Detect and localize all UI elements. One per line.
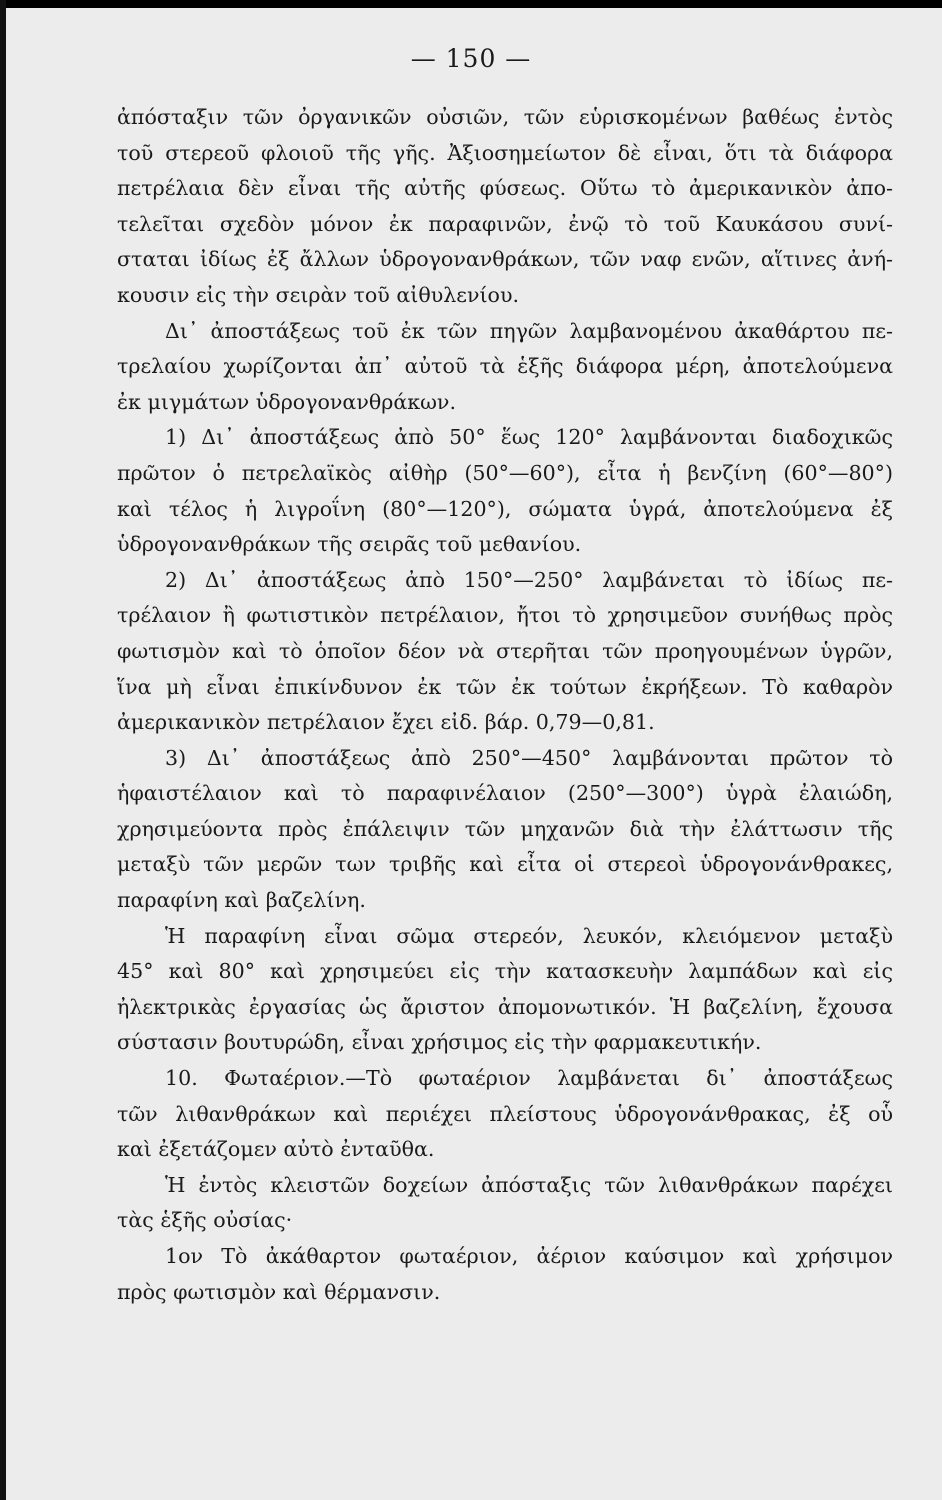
text-line: ἐκ μιγμάτων ὑδρογονανθράκων. bbox=[117, 389, 456, 414]
text-line: καὶ ἐξετάζομεν αὐτὸ ἐνταῦθα. bbox=[117, 1137, 435, 1162]
text-line: τῶν λιθανθράκων καὶ περιέχει πλείστους ὑδρογονάνθρακας, ἐξ οὗ bbox=[117, 1101, 893, 1126]
text-line: 45° καὶ 80° καὶ χρησιμεύει εἰς τὴν κατασκευὴν λαμπάδων καὶ εἰς bbox=[117, 959, 893, 984]
text-line: κουσιν εἰς τὴν σειρὰν τοῦ αἰθυλενίου. bbox=[117, 282, 520, 307]
text-line: Ἡ ἐντὸς κλειστῶν δοχείων ἀπόσταξις τῶν λιθανθράκων παρέχει bbox=[165, 1172, 893, 1197]
text-line: πρῶτον ὁ πετρελαϊκὸς αἰθὴρ (50°—60°), εἶτα ἡ βενζίνη (60°—80°) bbox=[117, 460, 893, 485]
text-line: τοῦ στερεοῦ φλοιοῦ τῆς γῆς. Ἀξιοσημείωτον δὲ εἶναι, ὅτι τὰ διάφορα bbox=[117, 140, 893, 165]
text-line: ἀμερικανικὸν πετρέλαιον ἔχει εἰδ. βάρ. 0,79—0,81. bbox=[117, 710, 655, 735]
text-line: Ἡ παραφίνη εἶναι σῶμα στερεόν, λευκόν, κλειόμενον μεταξὺ bbox=[165, 923, 893, 948]
text-line: ὑδρογονανθράκων τῆς σειρᾶς τοῦ μεθανίου. bbox=[117, 532, 582, 557]
text-line: τρέλαιον ἢ φωτιστικὸν πετρέλαιον, ἤτοι τὸ χρησιμεῦον συνήθως πρὸς bbox=[117, 603, 893, 628]
text-line: ἠλεκτρικὰς ἐργασίας ὡς ἄριστον ἀπομονωτικόν. Ἡ βαζελίνη, ἔχουσα bbox=[117, 994, 893, 1019]
text-line: πετρέλαια δὲν εἶναι τῆς αὐτῆς φύσεως. Οὕτω τὸ ἀμερικανικὸν ἀπο- bbox=[117, 176, 893, 201]
scan-edge-left bbox=[0, 0, 6, 1500]
text-line: σταται ἰδίως ἐξ ἄλλων ὑδρογονανθράκων, τῶν ναφ ενῶν, αἵτινες ἀνή- bbox=[117, 247, 893, 272]
text-line: σύστασιν βουτυρώδη, εἶναι χρήσιμος εἰς τὴν φαρμακευτικήν. bbox=[117, 1030, 762, 1055]
text-line: ἵνα μὴ εἶναι ἐπικίνδυνον ἐκ τῶν ἐκ τούτων ἐκρήξεων. Τὸ καθαρὸν bbox=[117, 674, 893, 699]
text-line: φωτισμὸν καὶ τὸ ὁποῖον δέον νὰ στερῆται τῶν προηγουμένων ὑγρῶν, bbox=[117, 638, 893, 663]
text-line: 2) Δι᾽ ἀποστάξεως ἀπὸ 150°—250° λαμβάνεται τὸ ἰδίως πε- bbox=[165, 567, 893, 592]
section-heading-line: 10. Φωταέριον.—Τὸ φωταέριον λαμβάνεται δι᾽ ἀποστάξεως bbox=[165, 1066, 893, 1091]
text-line: τρελαίου χωρίζονται ἀπ᾽ αὐτοῦ τὰ ἑξῆς διάφορα μέρη, ἀποτελούμενα bbox=[117, 354, 893, 379]
body-text bbox=[117, 100, 893, 1310]
text-line: χρησιμεύοντα πρὸς ἐπάλειψιν τῶν μηχανῶν διὰ τὴν ἐλάττωσιν τῆς bbox=[117, 816, 893, 841]
text-line: 3) Δι᾽ ἀποστάξεως ἀπὸ 250°—450° λαμβάνονται πρῶτον τὸ bbox=[165, 745, 893, 770]
text-line: πρὸς φωτισμὸν καὶ θέρμανσιν. bbox=[117, 1279, 441, 1304]
text-line: 1) Δι᾽ ἀποστάξεως ἀπὸ 50° ἕως 120° λαμβάνονται διαδοχικῶς bbox=[165, 425, 893, 450]
scan-edge-top bbox=[0, 0, 942, 8]
text-line: καὶ τέλος ἡ λιγροΐνη (80°—120°), σώματα ὑγρά, ἀποτελούμενα ἐξ bbox=[117, 496, 893, 521]
text-line: τὰς ἑξῆς οὐσίας· bbox=[117, 1208, 293, 1233]
text-line: παραφίνη καὶ βαζελίνη. bbox=[117, 888, 366, 913]
text-line: μεταξὺ τῶν μερῶν των τριβῆς καὶ εἶτα οἱ στερεοὶ ὑδρογονάνθρακες, bbox=[117, 852, 893, 877]
text-line: τελεῖται σχεδὸν μόνον ἐκ παραφινῶν, ἐνῷ τὸ τοῦ Καυκάσου συνί- bbox=[117, 211, 893, 236]
text-line: ἀπόσταξιν τῶν ὀργανικῶν οὐσιῶν, τῶν εὑρισκομένων βαθέως ἐντὸς bbox=[117, 105, 893, 129]
text-line: 1ον Τὸ ἀκάθαρτον φωταέριον, ἀέριον καύσιμον καὶ χρήσιμον bbox=[165, 1244, 893, 1268]
text-line: ἡφαιστέλαιον καὶ τὸ παραφινέλαιον (250°—300°) ὑγρὰ ἐλαιώδη, bbox=[117, 781, 893, 806]
text-line: Δι᾽ ἀποστάξεως τοῦ ἐκ τῶν πηγῶν λαμβανομένου ἀκαθάρτου πε- bbox=[165, 318, 893, 343]
page-number: — 150 — bbox=[410, 44, 532, 73]
